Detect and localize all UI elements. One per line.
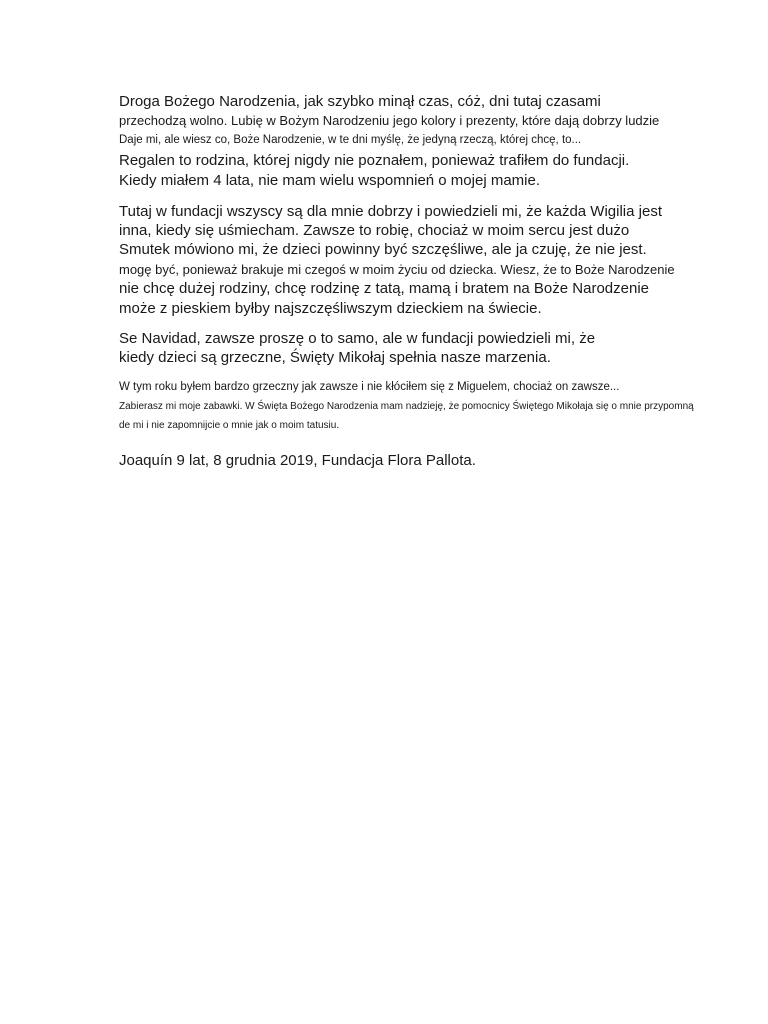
letter-line: Daje mi, ale wiesz co, Boże Narodzenie, w te dni myślę, że jedyną rzeczą, której chcę, to... xyxy=(119,134,582,146)
letter-line: mogę być, ponieważ brakuje mi czegoś w moim życiu od dziecka. Wiesz, że to Boże Narodzenie xyxy=(119,262,675,277)
signature-line: Joaquín 9 lat, 8 grudnia 2019, Fundacja Flora Pallota. xyxy=(119,452,476,469)
letter-line: może z pieskiem byłby najszczęśliwszym dzieckiem na świecie. xyxy=(119,300,542,317)
letter-line: W tym roku byłem bardzo grzeczny jak zawsze i nie kłóciłem się z Miguelem, chociaż on zawsze... xyxy=(119,381,620,393)
letter-line: nie chcę dużej rodziny, chcę rodzinę z tatą, mamą i bratem na Boże Narodzenie xyxy=(119,280,649,297)
letter-line: Kiedy miałem 4 lata, nie mam wielu wspomnień o mojej mamie. xyxy=(119,172,540,189)
letter-line: de mi i nie zapomnijcie o mnie jak o moim tatusiu. xyxy=(119,420,340,431)
letter-line: Zabierasz mi moje zabawki. W Święta Bożego Narodzenia mam nadzieję, że pomocnicy Świętego Mikołaja się o mnie przypomną xyxy=(119,401,694,412)
letter-line: Smutek mówiono mi, że dzieci powinny być szczęśliwe, ale ja czuję, że nie jest. xyxy=(119,241,647,258)
letter-line: Regalen to rodzina, której nigdy nie poznałem, ponieważ trafiłem do fundacji. xyxy=(119,152,630,169)
letter-line: kiedy dzieci są grzeczne, Święty Mikołaj spełnia nasze marzenia. xyxy=(119,349,551,366)
letter-line: przechodzą wolno. Lubię w Bożym Narodzeniu jego kolory i prezenty, które dają dobrzy ludzie xyxy=(119,113,660,128)
letter-line: Droga Bożego Narodzenia, jak szybko minął czas, cóż, dni tutaj czasami xyxy=(119,93,601,110)
letter-line: Tutaj w fundacji wszyscy są dla mnie dobrzy i powiedzieli mi, że każda Wigilia jest xyxy=(119,203,662,220)
letter-line: Se Navidad, zawsze proszę o to samo, ale w fundacji powiedzieli mi, że xyxy=(119,330,596,347)
letter-line: inna, kiedy się uśmiecham. Zawsze to robię, chociaż w moim sercu jest dużo xyxy=(119,222,630,239)
